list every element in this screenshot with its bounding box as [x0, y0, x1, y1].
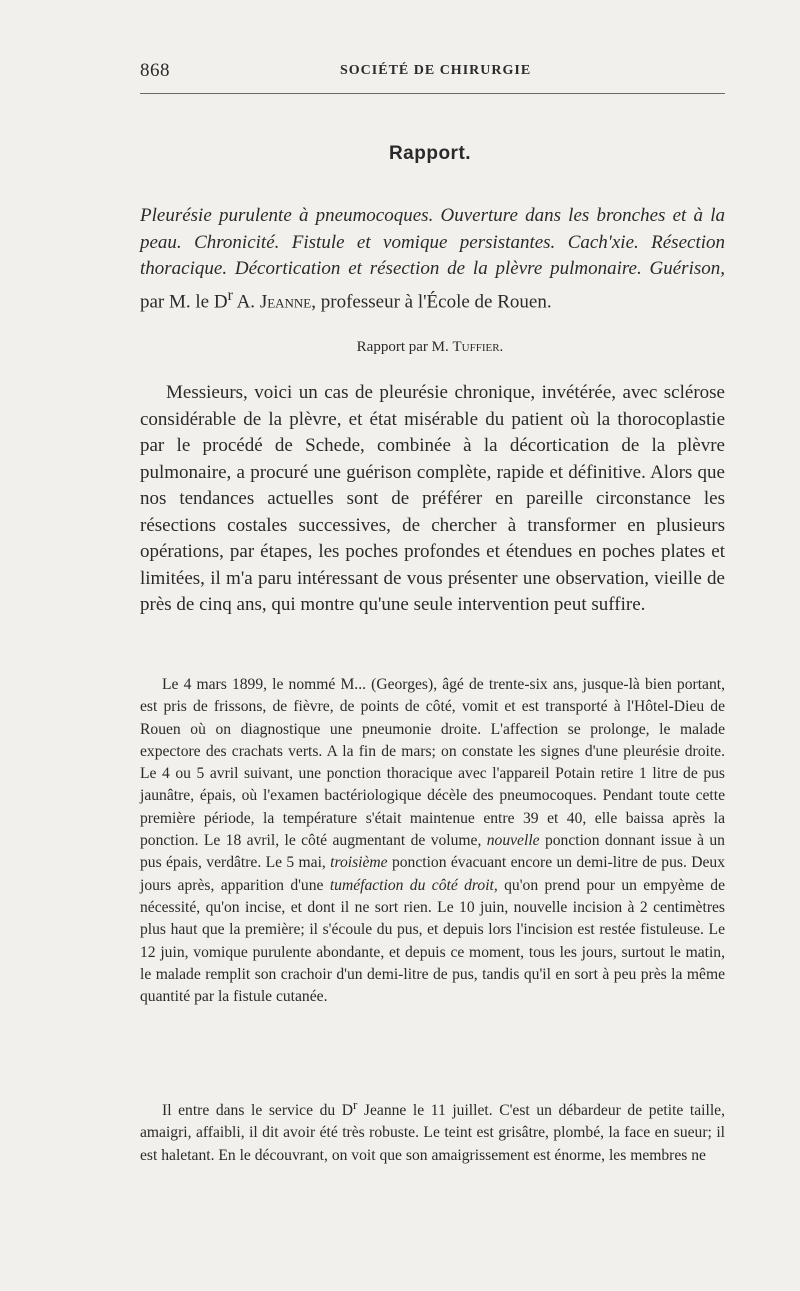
running-head: [140, 60, 725, 84]
obs2-text-1: Il entre dans le service du D: [162, 1102, 353, 1120]
obs1-italic-2: troisième: [330, 854, 388, 872]
observation-paragraph-2: [140, 1094, 725, 1167]
case-title-italic: Pleurésie purulente à pneumocoques. Ouverture dans les bronches et à la peau. Chronicité. Fistule et vomique persistantes. Cach'xie. Résection thoracique. Décortication et résection de la plèvre pulmonaire. Guérison,: [140, 205, 725, 279]
case-title-by-mid: A.: [232, 290, 260, 312]
obs1-text-1: Le 4 mars 1899, le nommé M... (Georges), âgé de trente-six ans, jusque-là bien portant, est pris de frissons, de fièvre, de points de côté, vomit et est transporté à l'Hôtel-Dieu de Rouen où on diagnostique une pneumonie droite. L'affection se prolonge, le malade expectore des crachats verts. A la fin de mars; on constate les signes d'une pleurésie droite. Le 4 ou 5 avril suivant, une ponction thoracique avec l'appareil Potain retire 1 litre de pus jaunâtre, épais, où l'examen bactériologique décèle des pneumocoques. Pendant toute cette première période, la température s'était maintenue entre 39 et 40, elle baissa après la ponction. Le 18 avril, le côté augmentant de volume,: [140, 676, 725, 850]
obs1-text-4: qu'on prend pour un empyème de nécessité, qu'on incise, et dont il ne sort rien. Le 10 juin, nouvelle incision à 2 centimètres plus haut que la première; il s'écoule du pus, et depuis lors l'incision est restée fistuleuse. Le 12 juin, vomique purulente abondante, et depuis ce moment, tous les jours, surtout le matin, le malade remplit son crachoir d'un demi-litre de pus, tandis qu'il en sort à peu près la même quantité par la fistule cutanée.: [140, 876, 725, 1006]
obs2-superscript: r: [353, 1097, 358, 1112]
page-number: 868: [140, 60, 170, 81]
case-title-by-prefix: par M. le D: [140, 290, 228, 312]
obs1-italic-1: nouvelle: [486, 832, 540, 850]
obs1-text-2: ponction donnant issue à un pus épais, verdâtre. Le 5 mai,: [140, 832, 725, 872]
section-title: Rapport.: [388, 143, 472, 164]
obs2-text-2: Jeanne le 11 juillet. C'est un débardeur de petite taille, amaigri, affaibli, il dit avoir été très robuste. Le teint est grisâtre, plombé, la face en sueur; il est haletant. En le découvrant, on voit que son amaigrissement est énorme, les membres ne: [140, 1102, 725, 1164]
rapport-by-line: [0, 339, 800, 356]
obs1-text-3: ponction évacuant encore un demi-litre de pus. Deux jours après, apparition d'une: [140, 854, 725, 894]
case-title: [140, 203, 725, 315]
rapport-by-prefix: Rapport par M.: [356, 339, 453, 355]
case-author: Jeanne: [259, 290, 312, 312]
rapport-by-name: Tuffier.: [452, 339, 504, 355]
case-title-superscript: r: [227, 286, 233, 304]
journal-title: SOCIÉTÉ DE CHIRURGIE: [340, 63, 532, 78]
case-title-by-suffix: , professeur à l'École de Rouen.: [311, 290, 552, 312]
header-rule: [140, 93, 725, 94]
observation-paragraph-1: [140, 674, 725, 1008]
intro-paragraph: Messieurs, voici un cas de pleurésie chronique, invétérée, avec sclérose considérable de la plèvre, et état misérable du patient où la thorocoplastie par le procédé de Schede, combinée à la décortication de la plèvre pulmonaire, a procuré une guérison complète, rapide et définitive. Alors que nos tendances actuelles sont de préférer en pareille circonstance les résections costales successives, de chercher à transformer en plusieurs opérations, par étapes, les poches profondes et étendues en poches plates et limitées, il m'a paru intéressant de vous présenter une observation, vieille de près de cinq ans, qui montre qu'une seule intervention peut suffire.: [140, 382, 725, 615]
obs1-italic-3: tuméfaction du côté droit,: [329, 876, 498, 894]
